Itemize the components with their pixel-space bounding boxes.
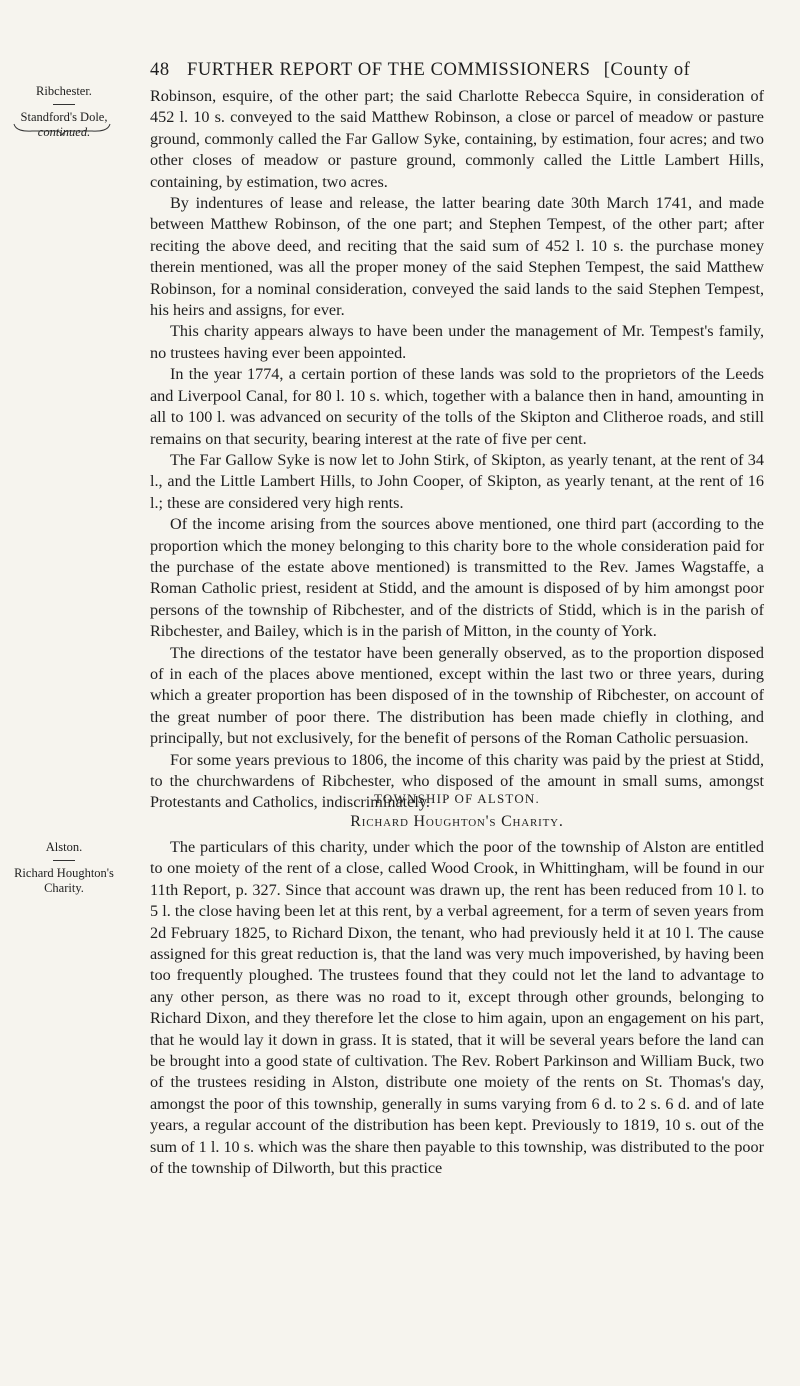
margin-brace-icon xyxy=(12,122,112,136)
charity-heading-text: Richard Houghton's Charity. xyxy=(350,813,564,830)
section-standfords-dole xyxy=(150,86,764,814)
township-heading: TOWNSHIP OF ALSTON. xyxy=(374,791,540,806)
margin-standfords-dole: Standford's Dole, xyxy=(20,110,108,124)
margin-alston-label: Alston. xyxy=(45,840,83,854)
paragraph: For some years previous to 1806, the income of this charity was paid by the priest at Stidd, to the churchwardens of Ribchester, who disposed of the amount in small sums, amongst Protestants and Catholics, indiscriminately. xyxy=(150,750,764,812)
paragraph: The Far Gallow Syke is now let to John Stirk, of Skipton, as yearly tenant, at the rent of 34 l., and the Little Lambert Hills, to John Cooper, of Skipton, as yearly tenant, at the rent of 16 l.; these are considered very high rents. xyxy=(150,450,764,512)
paragraph: Of the income arising from the sources above mentioned, one third part (according to the proportion which the money belonging to this charity bore to the whole consideration paid for the purchase of the estate above mentioned) is transmitted to the Rev. James Wagstaffe, a Roman Catholic priest, resident at Stidd, and the amount is disposed of by him amongst poor persons of the township of Ribchester, and of the districts of Stidd, which is in the parish of Ribchester, and Bailey, which is in the parish of Mitton, in the county of York. xyxy=(150,515,764,641)
running-title-suffix: [County of xyxy=(603,60,691,80)
paragraph: The particulars of this charity, under which the poor of the township of Alston are entitled to one moiety of the rent of a close, called Wood Crook, in Whittingham, will be found in our 11th Report, p. 327. Since that account was drawn up, the rent has been reduced from 10 l. to 5 l. the close having been let at this rent, by a verbal agreement, for a term of seven years from 2d February 1825, to Richard Dixon, the tenant, who had previously held it at 10 l. The cause assigned for this great reduction is, that the land was very much impoverished, by having been too frequently ploughed. The trustees found that they could not let the land to advantage to any other person, as there was no road to it, except through other grounds, belonging to Richard Dixon, and they therefore let the close to him again, upon an engagement on his part, that he would lay it down in grass. It is stated, that it will be several years before the land can be brought into a good state of cultivation. The Rev. Robert Parkinson and William Buck, two of the trustees residing in Alston, distribute one moiety of the rents on St. Thomas's day, amongst the poor of this township, generally in sums varying from 6 d. to 2 s. 6 d. and of late years, a regular account of the distribution has been kept. Previously to 1819, 10 s. out of the sum of 1 l. 10 s. which was the share then payable to this township, was distributed to the poor of the township of Dilworth, but this practice xyxy=(150,838,764,1178)
paragraph: This charity appears always to have been under the management of Mr. Tempest's family, no trustees having ever been appointed. xyxy=(150,322,764,362)
margin-ribchester-label: Ribchester. xyxy=(36,84,92,98)
margin-continued: continued. xyxy=(37,125,91,139)
margin-note-alston xyxy=(4,840,124,896)
margin-charity: Charity. xyxy=(44,881,84,895)
charity-heading xyxy=(150,813,764,831)
page-number: 48 xyxy=(150,60,170,80)
page-header xyxy=(150,60,790,81)
section-houghtons-charity xyxy=(150,837,764,1180)
margin-houghton: Richard Houghton's xyxy=(14,866,114,880)
paragraph: Robinson, esquire, of the other part; the said Charlotte Rebecca Squire, in consideration of 452 l. 10 s. conveyed to the said Matthew Robinson, a close or parcel of meadow or pasture ground, commonly called the Far Gallow Syke, containing, by estimation, four acres; and two other closes of meadow or pasture ground, commonly called the Little Lambert Hills, containing, by estimation, two acres. xyxy=(150,87,764,191)
running-title: FURTHER REPORT OF THE COMMISSIONERS xyxy=(186,60,591,80)
paragraph: The directions of the testator have been generally observed, as to the proportion disposed of in each of the places above mentioned, except within the last two or three years, during which a greater proportion has been disposed of in the township of Ribchester, on account of the great number of poor there. The distribution has been made chiefly in clothing, and principally, but not exclusively, for the benefit of persons of the Roman Catholic persuasion. xyxy=(150,643,764,748)
paragraph: By indentures of lease and release, the latter bearing date 30th March 1741, and made between Matthew Robinson, of the one part; and Stephen Tempest, of the other part; after reciting the above deed, and reciting that the said sum of 452 l. 10 s. the purchase money therein mentioned, was all the proper money of the said Stephen Tempest, the said Matthew Robinson, for a nominal consideration, conveyed the said lands to the said Stephen Tempest, his heirs and assigns, for ever. xyxy=(150,194,764,320)
paragraph: In the year 1774, a certain portion of these lands was sold to the proprietors of the Leeds and Liverpool Canal, for 80 l. 10 s. which, together with a balance then in hand, amounting in all to 100 l. was advanced on security of the tolls of the Skipton and Clitheroe roads, and still remains on that security, bearing interest at the rate of five per cent. xyxy=(150,365,764,448)
margin-divider xyxy=(53,104,75,105)
margin-divider xyxy=(53,860,75,861)
